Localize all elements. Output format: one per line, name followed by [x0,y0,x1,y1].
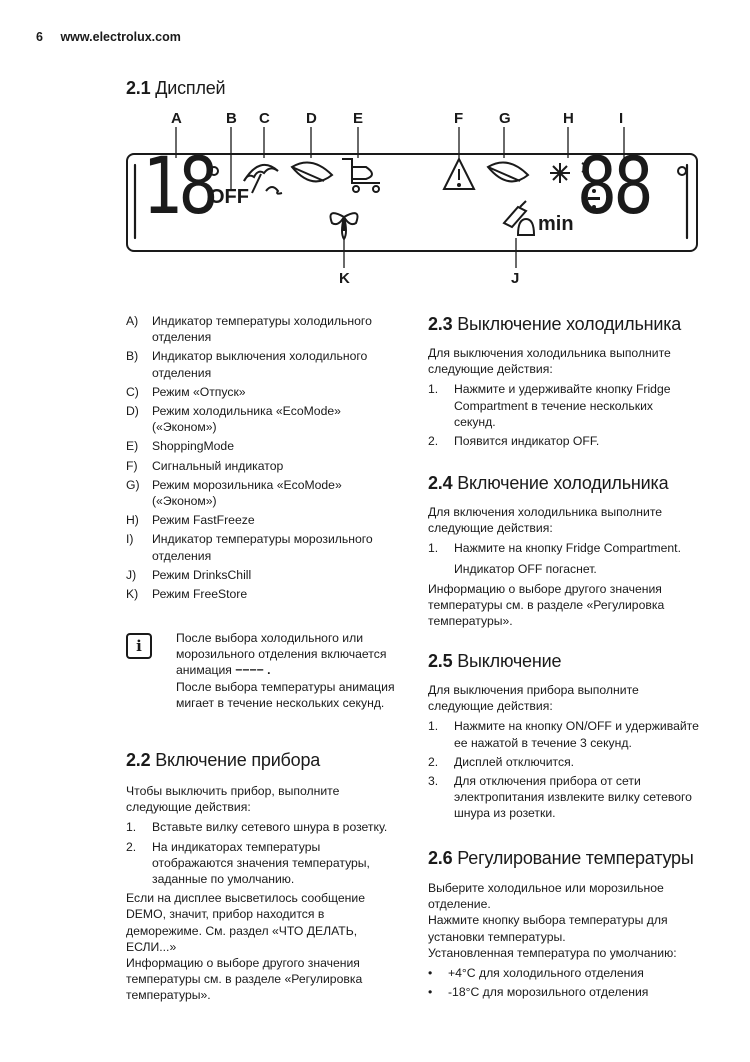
intro-text: Чтобы выключить прибор, выполните следующие действия: [126,784,340,815]
demo-note: Если на дисплее высветилось сообщение DEMO, значит, прибор находится в деморежиме. См. раздел «ЧТО ДЕЛАТЬ, ЕСЛИ...» [126,891,365,954]
intro-text: Для включения холодильника выполните следующие действия: [428,505,663,536]
section-heading: Дисплей [155,78,226,98]
site-url[interactable]: www.electrolux.com [60,30,181,44]
section-number: 2.1 [126,78,151,98]
legend-item: C) Режим «Отпуск» [126,384,246,399]
display-label-k: K [339,270,350,287]
legend-item: A) Индикатор температуры холодильного отделения [126,314,372,345]
step-sub-text: Индикатор OFF погаснет. [454,561,597,576]
display-label-a: A [171,110,182,127]
section-2-5-body [428,682,700,825]
step-item: 3. Для отключения прибора от сети электропитания извлеките вилку сетевого шнура из розетки. [428,774,692,821]
shopping-cart-icon [342,159,380,192]
legend-item: J) Режим DrinksChill [126,567,252,582]
display-label-d: D [306,110,317,127]
reference-note: Информацию о выборе другого значения температуры см. в разделе «Регулировка температуры». [126,956,363,1003]
section-2-3-body [428,345,698,452]
off-indicator: OFF [209,186,249,208]
step-item: 1. Вставьте вилку сетевого шнура в розетку. [126,820,388,835]
step-item: 1. Нажмите на кнопку ON/OFF и удерживайте ее нажатой в течение 3 секунд. [428,719,699,750]
step-item: 2. На индикаторах температуры отображаются значения температуры, заданные по умолчанию. [126,839,370,887]
vacation-icon [244,165,282,194]
legend-item: H) Режим FastFreeze [126,513,255,528]
drinkschill-icon [504,201,534,235]
info-line1: После выбора холодильного или морозильного отделения включается анимация [176,631,387,678]
section-2-2-body [126,783,402,1008]
legend-item: K) Режим FreeStore [126,587,248,602]
alarm-warning-icon [444,159,474,189]
display-label-g: G [499,110,511,127]
section-title-2-4: 2.4 Включение холодильника [428,473,669,493]
section-2-4-body [428,504,700,633]
fridge-temperature-readout: 18 [142,142,216,232]
freezer-ecomode-leaf-icon [488,163,528,182]
display-label-i: I [619,110,624,127]
min-label: min [538,213,574,235]
intro-text: Для выключения холодильника выполните следующие действия: [428,346,671,377]
paragraph: Установленная температура по умолчанию: [428,945,677,960]
legend-item: B) Индикатор выключения холодильного отделения [126,349,368,380]
freestore-sprout-icon [331,213,358,239]
steps-list [126,819,402,887]
display-legend [126,313,394,605]
paragraph: Нажмите кнопку выбора температуры для установки температуры. [428,913,668,944]
freezer-temperature-readout: 88 [577,142,651,232]
step-item: 1. Нажмите и удерживайте кнопку Fridge Compartment в течение нескольких секунд. [428,382,671,429]
info-line2: После выбора температуры анимация мигает в течение нескольких секунд. [176,679,395,710]
section-title-2-3: 2.3 Выключение холодильника [428,314,682,334]
section-title-2-5: 2.5 Выключение [428,651,562,671]
legend-item: G) Режим морозильника «EcoMode» («Эконом») [126,477,342,509]
legend-item: F) Сигнальный индикатор [126,458,284,473]
section-title-2-2: 2.2 Включение прибора [126,750,321,770]
steps-list [428,718,700,821]
intro-text: Для выключения прибора выполните следующие действия: [428,683,639,714]
fridge-ecomode-leaf-icon [292,163,332,182]
reference-note: Информацию о выборе другого значения температуры см. в разделе «Регулировка температуры». [428,581,665,629]
info-note [176,630,396,715]
bullet-item: • +4°C для холодильного отделения [428,966,644,981]
display-label-b: B [226,110,237,127]
step-item: 2. Появится индикатор OFF. [428,434,600,449]
step-item: 2. Дисплей отключится. [428,754,575,769]
section-title-2-6: 2.6 Регулирование температуры [428,848,694,868]
step-item: 1. Нажмите на кнопку Fridge Compartment. [428,541,681,556]
steps-list [428,540,700,556]
page-number: 6 [36,30,43,44]
display-label-c: C [259,110,270,127]
bullet-list [428,965,700,1000]
display-label-j: J [511,270,520,287]
display-label-h: H [563,110,574,127]
display-label-e: E [353,110,364,127]
animation-dashes: −−−− . [235,663,271,678]
paragraph: Выберите холодильное или морозильное отделение. [428,881,664,912]
section-2-6-body [428,880,700,1003]
display-label-f: F [454,110,464,127]
legend-item: I) Индикатор температуры морозильного отделения [126,532,373,563]
info-icon: i [126,633,152,659]
steps-list [428,381,698,449]
legend-item: D) Режим холодильника «EcoMode» («Эконом») [126,404,341,435]
legend-item: E) ShoppingMode [126,439,234,454]
bullet-item: • -18°C для морозильного отделения [428,985,649,1000]
